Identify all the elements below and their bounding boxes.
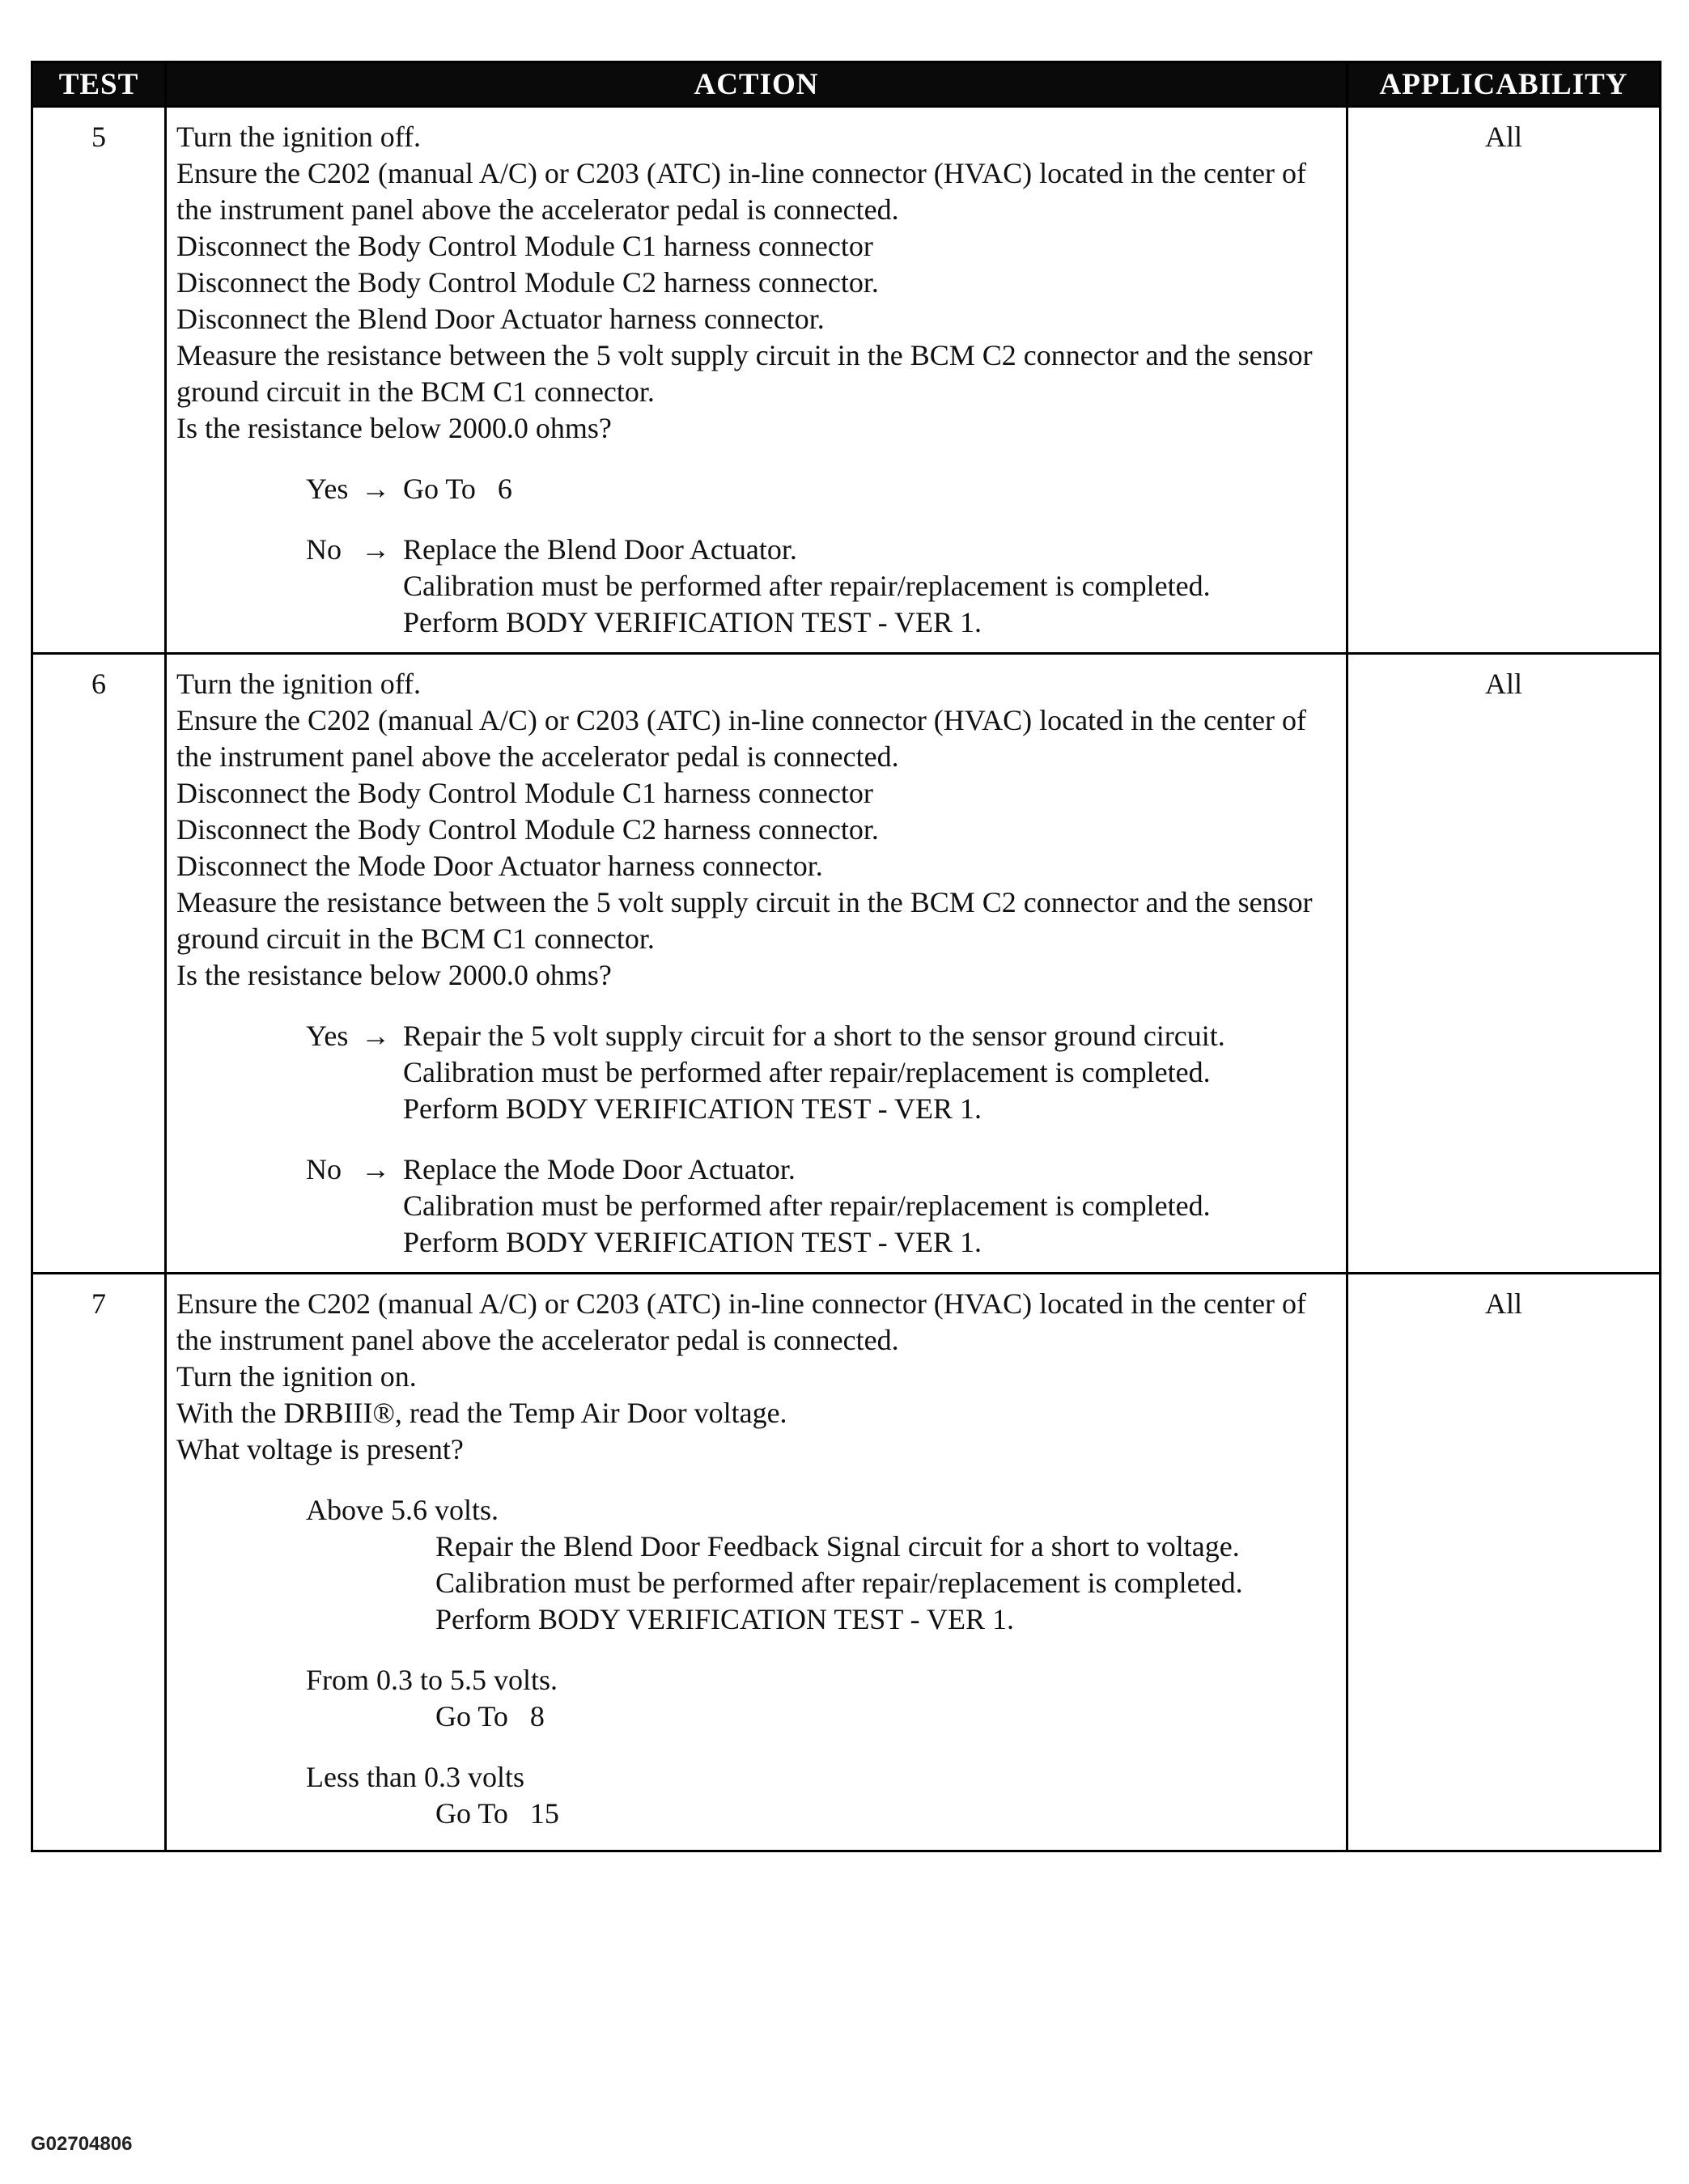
action-step: Ensure the C202 (manual A/C) or C203 (ATC) in-line connector (HVAC) located in the center of the instrument panel above the accelerator pedal is connected. (176, 1287, 1306, 1356)
action-step: Turn the ignition off. (176, 121, 422, 153)
answer-line: Repair the 5 volt supply circuit for a short to the sensor ground circuit. (403, 1020, 1225, 1052)
answer-label: Yes (306, 1020, 349, 1052)
arrow-icon: → (361, 473, 390, 505)
choice-body (306, 1698, 1336, 1735)
diagnostic-test-table (31, 61, 1661, 1852)
choice-body (306, 1796, 1336, 1832)
action-step: Turn the ignition on. (176, 1360, 417, 1393)
table-row (32, 654, 1661, 1274)
answer-line: Go To 6 (403, 473, 512, 505)
arrow-icon: → (361, 1020, 390, 1052)
answer-body (403, 532, 1336, 641)
action-cell (166, 654, 1347, 1274)
answer-line: Perform BODY VERIFICATION TEST - VER 1. (403, 606, 982, 638)
action-step: Disconnect the Body Control Module C1 harness connector (176, 230, 873, 262)
answer-line: Replace the Mode Door Actuator. (403, 1153, 796, 1185)
arrow-icon: → (361, 1153, 390, 1185)
answer-label: No (306, 1153, 342, 1185)
table-row (32, 1274, 1661, 1851)
answer-label: Yes (306, 473, 349, 505)
answer-body (403, 471, 1336, 507)
action-step: Disconnect the Body Control Module C2 harness connector. (176, 266, 879, 299)
action-step: With the DRBIII®, read the Temp Air Door voltage. (176, 1397, 787, 1429)
action-step: Ensure the C202 (manual A/C) or C203 (ATC) in-line connector (HVAC) located in the center of the instrument panel above the accelerator pedal is connected. (176, 704, 1306, 773)
choice-line: Go To 8 (435, 1700, 545, 1732)
action-step: Turn the ignition off. (176, 668, 422, 700)
applicability-value: All (1347, 107, 1661, 654)
action-step: Measure the resistance between the 5 volt supply circuit in the BCM C2 connector and the sensor ground circuit in the BCM C1 connector. (176, 886, 1313, 955)
test-number: 7 (32, 1274, 166, 1851)
choice-line: Perform BODY VERIFICATION TEST - VER 1. (435, 1603, 1015, 1635)
action-step: Disconnect the Mode Door Actuator harness connector. (176, 850, 823, 882)
choice-below (306, 1759, 1336, 1832)
action-cell (166, 107, 1347, 654)
answer-label: No (306, 533, 342, 566)
applicability-value: All (1347, 654, 1661, 1274)
choice-line: Calibration must be performed after repair/replacement is completed. (435, 1567, 1243, 1599)
action-cell (166, 1274, 1347, 1851)
choice-above (306, 1492, 1336, 1638)
choice-body (306, 1529, 1336, 1638)
answer-body (403, 1018, 1336, 1127)
answer-yes (306, 1018, 1336, 1127)
action-step: Measure the resistance between the 5 volt supply circuit in the BCM C2 connector and the sensor ground circuit in the BCM C1 connector. (176, 339, 1313, 408)
answer-body (403, 1151, 1336, 1261)
choice-range (306, 1662, 1336, 1735)
answer-line: Perform BODY VERIFICATION TEST - VER 1. (403, 1092, 982, 1125)
answer-no (306, 532, 1336, 641)
answer-no (306, 1151, 1336, 1261)
answer-yes (306, 471, 1336, 507)
action-question: Is the resistance below 2000.0 ohms? (176, 412, 612, 444)
choice-label: Less than 0.3 volts (306, 1761, 524, 1793)
header-action: ACTION (166, 62, 1347, 107)
action-question: Is the resistance below 2000.0 ohms? (176, 959, 612, 991)
applicability-value: All (1347, 1274, 1661, 1851)
answer-line: Calibration must be performed after repair/replacement is completed. (403, 1056, 1211, 1088)
choice-label: Above 5.6 volts. (306, 1494, 499, 1526)
test-number: 5 (32, 107, 166, 654)
action-step: Disconnect the Blend Door Actuator harness connector. (176, 303, 825, 335)
action-step: Disconnect the Body Control Module C1 harness connector (176, 777, 873, 809)
action-question: What voltage is present? (176, 1433, 464, 1465)
header-test: TEST (32, 62, 166, 107)
answer-line: Perform BODY VERIFICATION TEST - VER 1. (403, 1226, 982, 1258)
answer-line: Replace the Blend Door Actuator. (403, 533, 797, 566)
arrow-icon: → (361, 533, 390, 566)
figure-id: G02704806 (31, 2133, 133, 2155)
choice-line: Go To 15 (435, 1797, 559, 1830)
header-applicability: APPLICABILITY (1347, 62, 1661, 107)
choice-line: Repair the Blend Door Feedback Signal circuit for a short to voltage. (435, 1530, 1240, 1563)
table-header-row (32, 62, 1661, 107)
action-step: Disconnect the Body Control Module C2 harness connector. (176, 813, 879, 846)
test-number: 6 (32, 654, 166, 1274)
answer-line: Calibration must be performed after repair/replacement is completed. (403, 570, 1211, 602)
answer-line: Calibration must be performed after repair/replacement is completed. (403, 1190, 1211, 1222)
choice-label: From 0.3 to 5.5 volts. (306, 1664, 558, 1696)
table-row (32, 107, 1661, 654)
action-step: Ensure the C202 (manual A/C) or C203 (ATC) in-line connector (HVAC) located in the center of the instrument panel above the accelerator pedal is connected. (176, 157, 1306, 226)
